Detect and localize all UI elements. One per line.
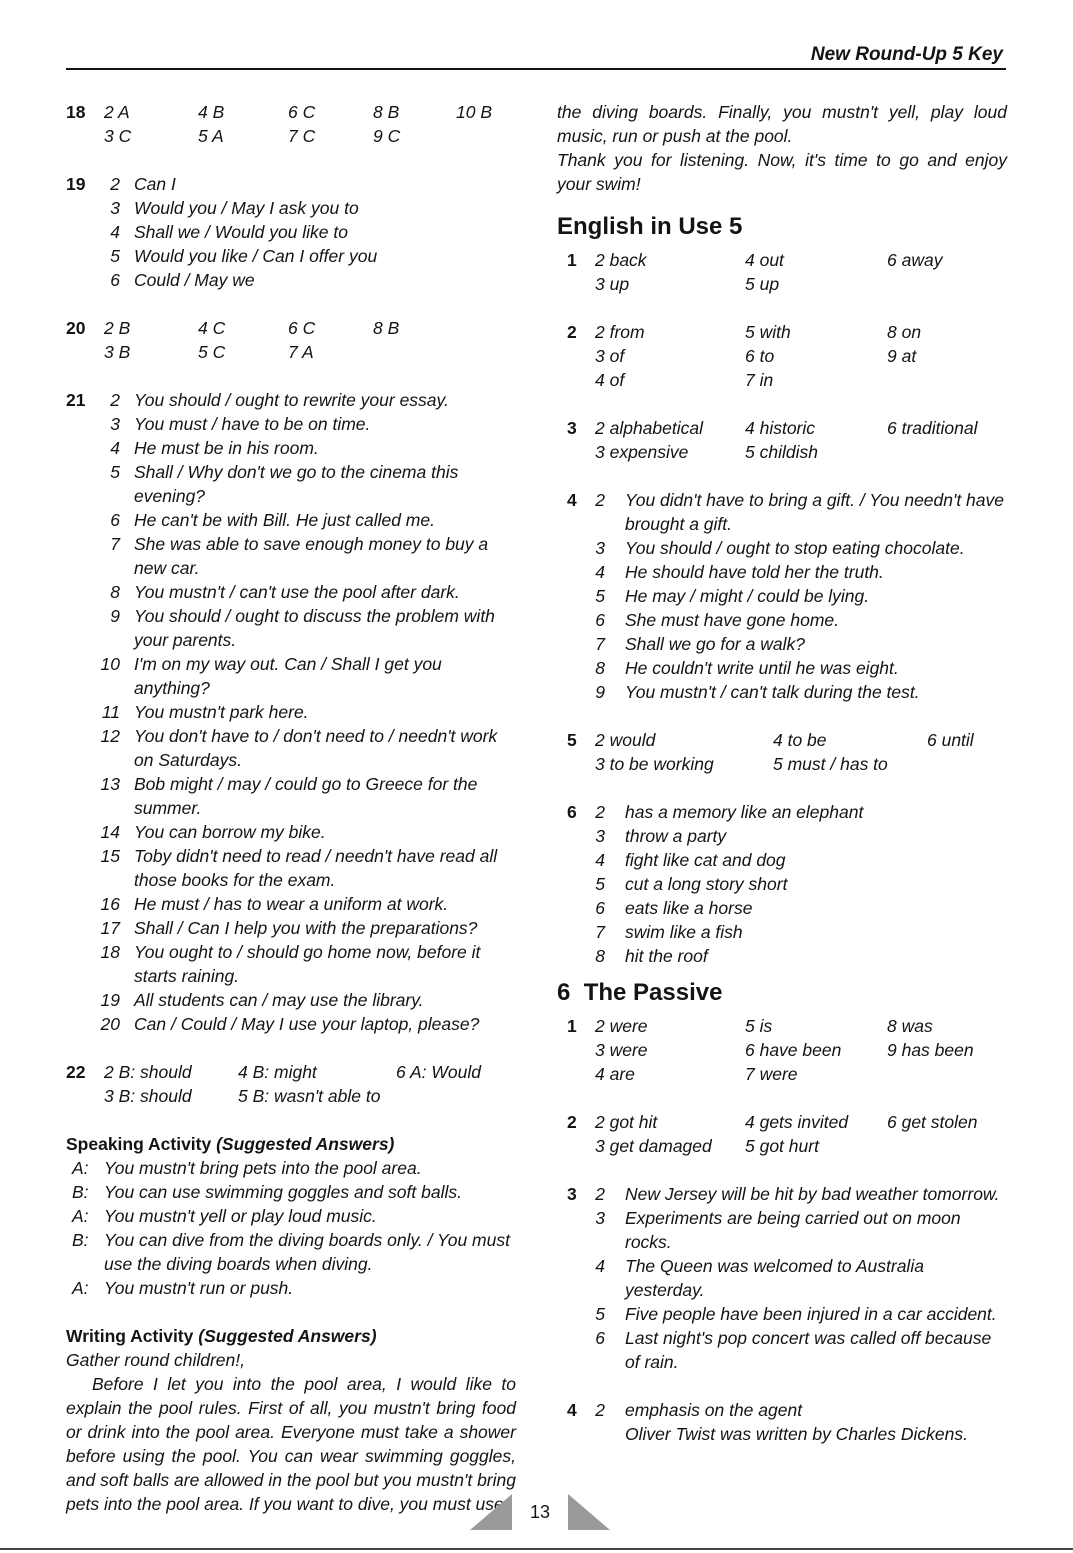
answer: 4 are bbox=[595, 1064, 635, 1084]
letter-paragraph: Before I let you into the pool area, I would like to explain the pool rules. First of all, you mustn't bring food or drink into the pool area. Everyone must take a shower before using the pool. You can wear swimming goggles, and soft balls are allowed in the pool but you mustn't bring pets into the pool area. If you want to dive, you must use bbox=[66, 1374, 516, 1514]
dialogue-line: You can use swimming goggles and soft balls. bbox=[104, 1182, 462, 1202]
answer: 5 B: wasn't able to bbox=[238, 1086, 381, 1106]
item-number: 11 bbox=[101, 702, 120, 722]
item-number: 16 bbox=[100, 894, 120, 914]
answer: 5 must / has to bbox=[773, 754, 888, 774]
eiu-exercise-4 bbox=[557, 488, 1007, 704]
section-title-passive: 6 The Passive bbox=[557, 979, 723, 1006]
exercise-21 bbox=[66, 388, 516, 1036]
answer: 2 were bbox=[595, 1016, 648, 1036]
answer: 6 away bbox=[887, 250, 943, 270]
answer: 3 B bbox=[104, 342, 131, 362]
item-number: 4 bbox=[595, 562, 605, 582]
left-column bbox=[66, 100, 516, 1516]
item-number: 17 bbox=[100, 918, 120, 938]
answer-text: She was able to save enough money to buy a new car. bbox=[134, 534, 489, 578]
exercise-number: 3 bbox=[567, 1184, 577, 1204]
answer: 3 were bbox=[595, 1040, 648, 1060]
item-number: 2 bbox=[110, 174, 120, 194]
answer-text: fight like cat and dog bbox=[625, 850, 786, 870]
answer-text: swim like a fish bbox=[625, 922, 743, 942]
header-rule bbox=[66, 68, 1006, 70]
answer-text: Can / Could / May I use your laptop, please? bbox=[134, 1014, 480, 1034]
answer: 3 to be working bbox=[595, 754, 714, 774]
answer: 3 expensive bbox=[595, 442, 689, 462]
answer: 6 to bbox=[745, 346, 775, 366]
exercise-20 bbox=[66, 316, 516, 364]
answer-text: Can I bbox=[134, 174, 176, 194]
exercise-number: 18 bbox=[66, 102, 86, 122]
speaker-label: A: bbox=[72, 1158, 89, 1178]
answer: 5 with bbox=[745, 322, 791, 342]
answer-text: She must have gone home. bbox=[625, 610, 840, 630]
item-number: 8 bbox=[595, 946, 605, 966]
item-number: 4 bbox=[595, 850, 605, 870]
answer: 8 B bbox=[373, 102, 400, 122]
answer: 3 C bbox=[104, 126, 132, 146]
item-number: 3 bbox=[595, 826, 605, 846]
item-number: 3 bbox=[595, 1208, 605, 1228]
answer-text: You ought to / should go home now, before it starts raining. bbox=[134, 942, 481, 986]
item-number: 5 bbox=[595, 874, 605, 894]
answer-text: Toby didn't need to read / needn't have read all those books for the exam. bbox=[134, 846, 498, 890]
dialogue-line: You mustn't bring pets into the pool area. bbox=[104, 1158, 422, 1178]
eiu-exercise-6 bbox=[557, 800, 1007, 968]
answer: 5 A bbox=[198, 126, 224, 146]
exercise-number: 22 bbox=[66, 1062, 86, 1082]
letter-closing: Thank you for listening. Now, it's time to go and enjoy your swim! bbox=[557, 150, 1007, 194]
answer-text: You can borrow my bike. bbox=[134, 822, 326, 842]
passive-exercise-1 bbox=[557, 1014, 1007, 1086]
item-number: 20 bbox=[100, 1014, 120, 1034]
speaker-label: B: bbox=[72, 1230, 89, 1250]
answer-text: Oliver Twist was written by Charles Dickens. bbox=[625, 1424, 968, 1444]
answer-text: emphasis on the agent bbox=[625, 1400, 803, 1420]
answer: 5 got hurt bbox=[745, 1136, 819, 1156]
answer-text: You mustn't / can't use the pool after dark. bbox=[134, 582, 460, 602]
item-number: 3 bbox=[595, 538, 605, 558]
item-number: 4 bbox=[595, 1256, 605, 1276]
answer-text: Bob might / may / could go to Greece for the summer. bbox=[134, 774, 478, 818]
answer-text: He should have told her the truth. bbox=[625, 562, 884, 582]
left-triangle-ornament bbox=[470, 1494, 512, 1530]
item-number: 2 bbox=[110, 390, 120, 410]
eiu-exercise-1 bbox=[557, 248, 1007, 296]
answer-text: New Jersey will be hit by bad weather tomorrow. bbox=[625, 1184, 1000, 1204]
answer: 6 C bbox=[288, 318, 316, 338]
section-heading: Speaking Activity (Suggested Answers) bbox=[66, 1134, 395, 1154]
answer-text: You should / ought to discuss the problem with your parents. bbox=[134, 606, 495, 650]
eiu-exercise-2 bbox=[557, 320, 1007, 392]
exercise-number: 2 bbox=[567, 322, 577, 342]
answer: 2 alphabetical bbox=[595, 418, 703, 438]
answer-text: You should / ought to stop eating chocolate. bbox=[625, 538, 965, 558]
answer-text: Could / May we bbox=[134, 270, 255, 290]
exercise-number: 1 bbox=[567, 1016, 577, 1036]
answer-text: Experiments are being carried out on moon rocks. bbox=[625, 1208, 961, 1252]
answer: 2 would bbox=[595, 730, 656, 750]
answer: 2 from bbox=[595, 322, 645, 342]
answer: 2 B: should bbox=[104, 1062, 192, 1082]
answer: 4 historic bbox=[745, 418, 816, 438]
item-number: 12 bbox=[100, 726, 120, 746]
section-title-english-in-use: English in Use 5 bbox=[557, 213, 743, 240]
answer: 8 was bbox=[887, 1016, 933, 1036]
speaker-label: A: bbox=[72, 1206, 89, 1226]
exercise-number: 5 bbox=[567, 730, 577, 750]
answer: 4 out bbox=[745, 250, 784, 270]
answer-text: Last night's pop concert was called off because of rain. bbox=[625, 1328, 992, 1372]
item-number: 6 bbox=[110, 510, 120, 530]
item-number: 7 bbox=[110, 534, 120, 554]
answer: 8 on bbox=[887, 322, 922, 342]
answer: 7 were bbox=[745, 1064, 798, 1084]
passive-exercise-2 bbox=[557, 1110, 1007, 1158]
item-number: 3 bbox=[110, 414, 120, 434]
answer-text: hit the roof bbox=[625, 946, 708, 966]
answer: 6 until bbox=[927, 730, 974, 750]
item-number: 19 bbox=[100, 990, 120, 1010]
item-number: 2 bbox=[595, 1184, 605, 1204]
answer-text: Shall / Can I help you with the preparations? bbox=[134, 918, 478, 938]
answer-text: The Queen was welcomed to Australia yesterday. bbox=[625, 1256, 924, 1300]
answer: 2 got hit bbox=[595, 1112, 658, 1132]
exercise-18 bbox=[66, 100, 516, 148]
answer-text: throw a party bbox=[625, 826, 727, 846]
answer: 6 have been bbox=[745, 1040, 842, 1060]
item-number: 9 bbox=[595, 682, 605, 702]
eiu-exercise-5 bbox=[557, 728, 1007, 776]
dialogue-line: You mustn't yell or play loud music. bbox=[104, 1206, 377, 1226]
answer: 4 gets invited bbox=[745, 1112, 849, 1132]
speaker-label: A: bbox=[72, 1278, 89, 1298]
item-number: 7 bbox=[595, 922, 605, 942]
exercise-number: 20 bbox=[66, 318, 86, 338]
item-number: 3 bbox=[110, 198, 120, 218]
answer-text: He couldn't write until he was eight. bbox=[625, 658, 899, 678]
writing-activity bbox=[66, 1324, 516, 1516]
answer: 6 traditional bbox=[887, 418, 978, 438]
answer: 7 C bbox=[288, 126, 316, 146]
answer: 2 B bbox=[104, 318, 131, 338]
item-number: 6 bbox=[595, 898, 605, 918]
answer-text: Shall we go for a walk? bbox=[625, 634, 805, 654]
item-number: 15 bbox=[100, 846, 120, 866]
running-header: New Round-Up 5 Key bbox=[810, 44, 1003, 65]
dialogue-line: You mustn't run or push. bbox=[104, 1278, 294, 1298]
passive-exercise-4 bbox=[557, 1398, 1007, 1446]
item-number: 2 bbox=[595, 1400, 605, 1420]
answer-text: Would you / May I ask you to bbox=[134, 198, 359, 218]
exercise-number: 2 bbox=[567, 1112, 577, 1132]
answer: 3 up bbox=[595, 274, 630, 294]
answer: 5 up bbox=[745, 274, 780, 294]
item-number: 6 bbox=[595, 610, 605, 630]
answer: 4 of bbox=[595, 370, 625, 390]
item-number: 4 bbox=[110, 222, 120, 242]
page-number: 13 bbox=[529, 1502, 551, 1522]
answer: 4 to be bbox=[773, 730, 827, 750]
item-number: 18 bbox=[100, 942, 120, 962]
answer-text: Would you like / Can I offer you bbox=[134, 246, 378, 266]
item-number: 9 bbox=[110, 606, 120, 626]
answer-text: You mustn't park here. bbox=[134, 702, 309, 722]
answer: 7 A bbox=[288, 342, 314, 362]
exercise-number: 21 bbox=[66, 390, 86, 410]
answer-text: Shall we / Would you like to bbox=[134, 222, 348, 242]
answer-text: has a memory like an elephant bbox=[625, 802, 864, 822]
answer-text: He must be in his room. bbox=[134, 438, 319, 458]
item-number: 6 bbox=[110, 270, 120, 290]
exercise-19 bbox=[66, 172, 516, 292]
letter-continuation: the diving boards. Finally, you mustn't yell, play loud music, run or push at the pool. bbox=[557, 102, 1007, 146]
answer: 6 A: Would bbox=[396, 1062, 481, 1082]
right-column bbox=[557, 100, 1007, 1446]
answer-text: Five people have been injured in a car accident. bbox=[625, 1304, 997, 1324]
answer: 7 in bbox=[745, 370, 774, 390]
answer: 6 C bbox=[288, 102, 316, 122]
dialogue-line: You can dive from the diving boards only. / You must use the diving boards when diving. bbox=[104, 1230, 510, 1274]
item-number: 7 bbox=[595, 634, 605, 654]
exercise-number: 3 bbox=[567, 418, 577, 438]
answer-text: You must / have to be on time. bbox=[134, 414, 371, 434]
answer: 5 C bbox=[198, 342, 226, 362]
exercise-number: 4 bbox=[567, 1400, 577, 1420]
answer-text: cut a long story short bbox=[625, 874, 788, 894]
answer: 2 back bbox=[595, 250, 647, 270]
item-number: 2 bbox=[595, 802, 605, 822]
answer: 9 has been bbox=[887, 1040, 974, 1060]
exercise-number: 4 bbox=[567, 490, 577, 510]
item-number: 2 bbox=[595, 490, 605, 510]
answer-text: He can't be with Bill. He just called me. bbox=[134, 510, 435, 530]
answer: 3 B: should bbox=[104, 1086, 192, 1106]
answer-text: He must / has to wear a uniform at work. bbox=[134, 894, 449, 914]
passive-exercise-3 bbox=[557, 1182, 1007, 1374]
answer-text: Shall / Why don't we go to the cinema this evening? bbox=[134, 462, 459, 506]
answer: 9 C bbox=[373, 126, 401, 146]
exercise-number: 1 bbox=[567, 250, 577, 270]
answer: 9 at bbox=[887, 346, 917, 366]
page-footer bbox=[470, 1490, 610, 1530]
eiu-exercise-3 bbox=[557, 416, 1007, 464]
answer-text: You should / ought to rewrite your essay. bbox=[134, 390, 449, 410]
exercise-number: 19 bbox=[66, 174, 86, 194]
answer: 8 B bbox=[373, 318, 400, 338]
item-number: 13 bbox=[100, 774, 120, 794]
item-number: 10 bbox=[100, 654, 120, 674]
answer-text: I'm on my way out. Can / Shall I get you anything? bbox=[134, 654, 442, 698]
answer: 6 get stolen bbox=[887, 1112, 978, 1132]
speaking-activity bbox=[66, 1132, 516, 1300]
answer: 4 B: might bbox=[238, 1062, 317, 1082]
answer: 3 get damaged bbox=[595, 1136, 712, 1156]
answer-text: You didn't have to bring a gift. / You needn't have brought a gift. bbox=[625, 490, 1005, 534]
item-number: 6 bbox=[595, 1328, 605, 1348]
item-number: 14 bbox=[100, 822, 120, 842]
answer: 5 childish bbox=[745, 442, 818, 462]
item-number: 4 bbox=[110, 438, 120, 458]
exercise-number: 6 bbox=[567, 802, 577, 822]
speaker-label: B: bbox=[72, 1182, 89, 1202]
letter-greeting: Gather round children!, bbox=[66, 1350, 245, 1370]
right-triangle-ornament bbox=[568, 1494, 610, 1530]
item-number: 8 bbox=[110, 582, 120, 602]
item-number: 5 bbox=[110, 462, 120, 482]
answer: 3 of bbox=[595, 346, 625, 366]
answer: 5 is bbox=[745, 1016, 773, 1036]
answer: 2 A bbox=[104, 102, 130, 122]
answer: 4 C bbox=[198, 318, 226, 338]
answer-text: eats like a horse bbox=[625, 898, 753, 918]
page-bottom-edge bbox=[0, 1548, 1073, 1550]
section-heading: Writing Activity (Suggested Answers) bbox=[66, 1326, 377, 1346]
answer: 4 B bbox=[198, 102, 225, 122]
answer: 10 B bbox=[456, 102, 492, 122]
item-number: 8 bbox=[595, 658, 605, 678]
item-number: 5 bbox=[110, 246, 120, 266]
item-number: 5 bbox=[595, 1304, 605, 1324]
answer-text: You mustn't / can't talk during the test. bbox=[625, 682, 920, 702]
exercise-22 bbox=[66, 1060, 516, 1108]
answer-text: You don't have to / don't need to / needn't work on Saturdays. bbox=[134, 726, 498, 770]
item-number: 5 bbox=[595, 586, 605, 606]
answer-text: All students can / may use the library. bbox=[134, 990, 424, 1010]
answer-text: He may / might / could be lying. bbox=[625, 586, 870, 606]
